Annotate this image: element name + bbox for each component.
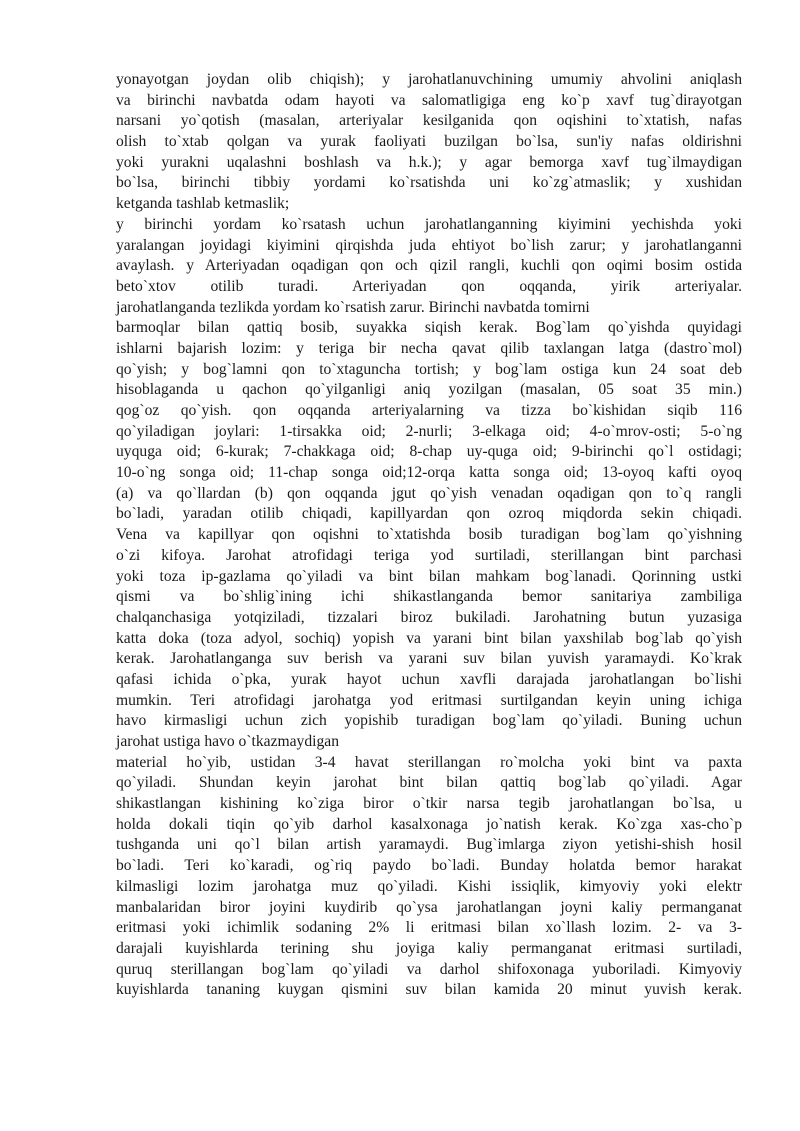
- text-line: quruq sterillangan bog`lam qo`yiladi va darhol shifoxonaga yuboriladi. Kimyoviy: [116, 960, 742, 978]
- text-line: uyquga oid; 6-kurak; 7-chakkaga oid; 8-chap uy-quga oid; 9-birinchi qo`l ostidagi;: [116, 443, 742, 461]
- text-line: qafasi ichida o`pka, yurak hayot uchun xavfli darajada jarohatlangan bo`lishi: [116, 670, 742, 688]
- text-line: qog`oz qo`yish. qon oqqanda arteriyalarning va tizza bo`kishidan siqib 116: [116, 402, 742, 419]
- text-line: kilmasligi lozim jarohatga muz qo`yiladi. Kishi issiqlik, kimyoviy yoki elektr: [116, 877, 742, 895]
- text-line: va birinchi navbatda odam hayoti va salomatligiga eng ko`p xavf tug`dirayotgan: [116, 91, 742, 109]
- text-line: ishlarni bajarish lozim: y teriga bir necha qavat qilib taxlangan latga (dastro`mol): [116, 339, 742, 357]
- text-line: material ho`yib, ustidan 3-4 havat sterillangan ro`molcha yoki bint va paxta: [116, 753, 742, 771]
- text-line: jarohat ustiga havo o`tkazmaydigan: [116, 733, 340, 750]
- text-line: yoki yurakni uqalashni boshlash va h.k.); y agar bemorga xavf tug`ilmaydigan: [116, 153, 742, 171]
- text-line: kuyishlarda tananing kuygan qismini suv bilan kamida 20 minut yuvish kerak.: [116, 981, 742, 999]
- text-line: qo`yiladi. Shundan keyin jarohat bint bilan qattiq bog`lab qo`yiladi. Agar: [116, 774, 742, 792]
- text-line: bo`lsa, birinchi tibbiy yordami ko`rsatishda uni ko`zg`atmaslik; y xushidan: [116, 174, 742, 192]
- text-line: katta doka (toza adyol, sochiq) yopish va yarani bint bilan yaxshilab bog`lab qo`yish: [116, 629, 742, 647]
- text-line: yoki toza ip-gazlama qo`yiladi va bint bilan mahkam bog`lanadi. Qorinning ustki: [116, 567, 742, 585]
- text-line: jarohatlanganda tezlikda yordam ko`rsatish zarur. Birinchi navbatda tomirni: [116, 298, 590, 316]
- text-line: qismi va bo`shlig`ining ichi shikastlanganda bemor sanitariya zambiliga: [116, 588, 742, 606]
- text-line: qo`yish; y bog`lamni qon to`xtaguncha tortish; y bog`lam ostiga kun 24 soat deb: [116, 360, 742, 378]
- text-line: holda dokali tiqin qo`yib darhol kasalxonaga jo`natish kerak. Ko`zga xas-cho`p: [116, 815, 742, 833]
- text-line: bo`ladi, yaradan otilib chiqadi, kapillyardan qon ozroq miqdorda sekin chiqadi.: [116, 505, 742, 523]
- text-line: havo kirmasligi uchun zich yopishib turadigan bog`lam qo`yiladi. Buning uchun: [116, 712, 742, 730]
- text-line: ketganda tashlab ketmaslik;: [116, 195, 290, 213]
- text-line: yonayotgan joydan olib chiqish); y jarohatlanuvchining umumiy ahvolini aniqlash: [116, 71, 742, 88]
- text-line: beto`xtov otilib turadi. Arteriyadan qon oqqanda, yirik arteriyalar.: [116, 277, 742, 295]
- text-line: yaralangan joyidagi kiyimini qirqishda juda ehtiyot bo`lish zarur; y jarohatlanganni: [116, 236, 742, 254]
- text-line: Vena va kapillyar qon oqishni to`xtatishda bosib turadigan bog`lam qo`yishning: [116, 526, 742, 544]
- text-line: barmoqlar bilan qattiq bosib, suyakka siqish kerak. Bog`lam qo`yishda quyidagi: [116, 319, 742, 337]
- text-line: manbalaridan biror joyini kuydirib qo`ysa jarohatlangan joyni kaliy permanganat: [116, 898, 742, 916]
- text-line: chalqanchasiga yotqiziladi, tizzalari biroz bukiladi. Jarohatning butun yuzasiga: [116, 608, 742, 626]
- text-line: 10-o`ng songa oid; 11-chap songa oid;12-orqa katta songa oid; 13-oyoq kafti oyoq: [116, 464, 742, 482]
- text-line: o`zi kifoya. Jarohat atrofidagi teriga yod surtiladi, sterillangan bint parchasi: [116, 546, 742, 564]
- text-line: kerak. Jarohatlanganga suv berish va yarani suv bilan yuvish yaramaydi. Ko`krak: [116, 650, 742, 668]
- text-line: hisoblaganda u qachon qo`yilganligi aniq yozilgan (masalan, 05 soat 35 min.): [116, 381, 742, 399]
- text-line: (a) va qo`llardan (b) qon oqqanda jgut qo`yish venadan oqadigan qon to`q rangli: [116, 484, 742, 502]
- text-line: mumkin. Teri atrofidagi jarohatga yod eritmasi surtilgandan keyin uning ichiga: [116, 691, 742, 709]
- text-line: bo`ladi. Teri ko`karadi, og`riq paydo bo`ladi. Bunday holatda bemor harakat: [116, 857, 742, 875]
- text-line: tushganda uni qo`l bilan artish yaramaydi. Bug`imlarga ziyon yetishi-shish hosil: [116, 836, 742, 854]
- text-line: y birinchi yordam ko`rsatash uchun jarohatlanganning kiyimini yechishda yoki: [116, 215, 742, 233]
- text-line: olish to`xtab qolgan va yurak faoliyati buzilgan bo`lsa, sun'iy nafas oldirishni: [116, 133, 742, 151]
- text-line: qo`yiladigan joylari: 1-tirsakka oid; 2-nurli; 3-elkaga oid; 4-o`mrov-osti; 5-o`ng: [116, 422, 742, 440]
- text-line: shikastlangan kishining ko`ziga biror o`tkir narsa tegib jarohatlangan bo`lsa, u: [116, 795, 742, 813]
- text-line: darajali kuyishlarda terining shu joyiga kaliy permanganat eritmasi surtiladi,: [116, 939, 742, 957]
- document-page: [116, 70, 742, 1001]
- text-line: narsani yo`qotish (masalan, arteriyalar kesilganida qon oqishini to`xtatish, nafas: [116, 112, 742, 130]
- text-line: eritmasi yoki ichimlik sodaning 2% li eritmasi bilan xo`llash lozim. 2- va 3-: [116, 919, 742, 937]
- text-line: avaylash. y Arteriyadan oqadigan qon och qizil rangli, kuchli qon oqimi bosim ostida: [116, 257, 742, 275]
